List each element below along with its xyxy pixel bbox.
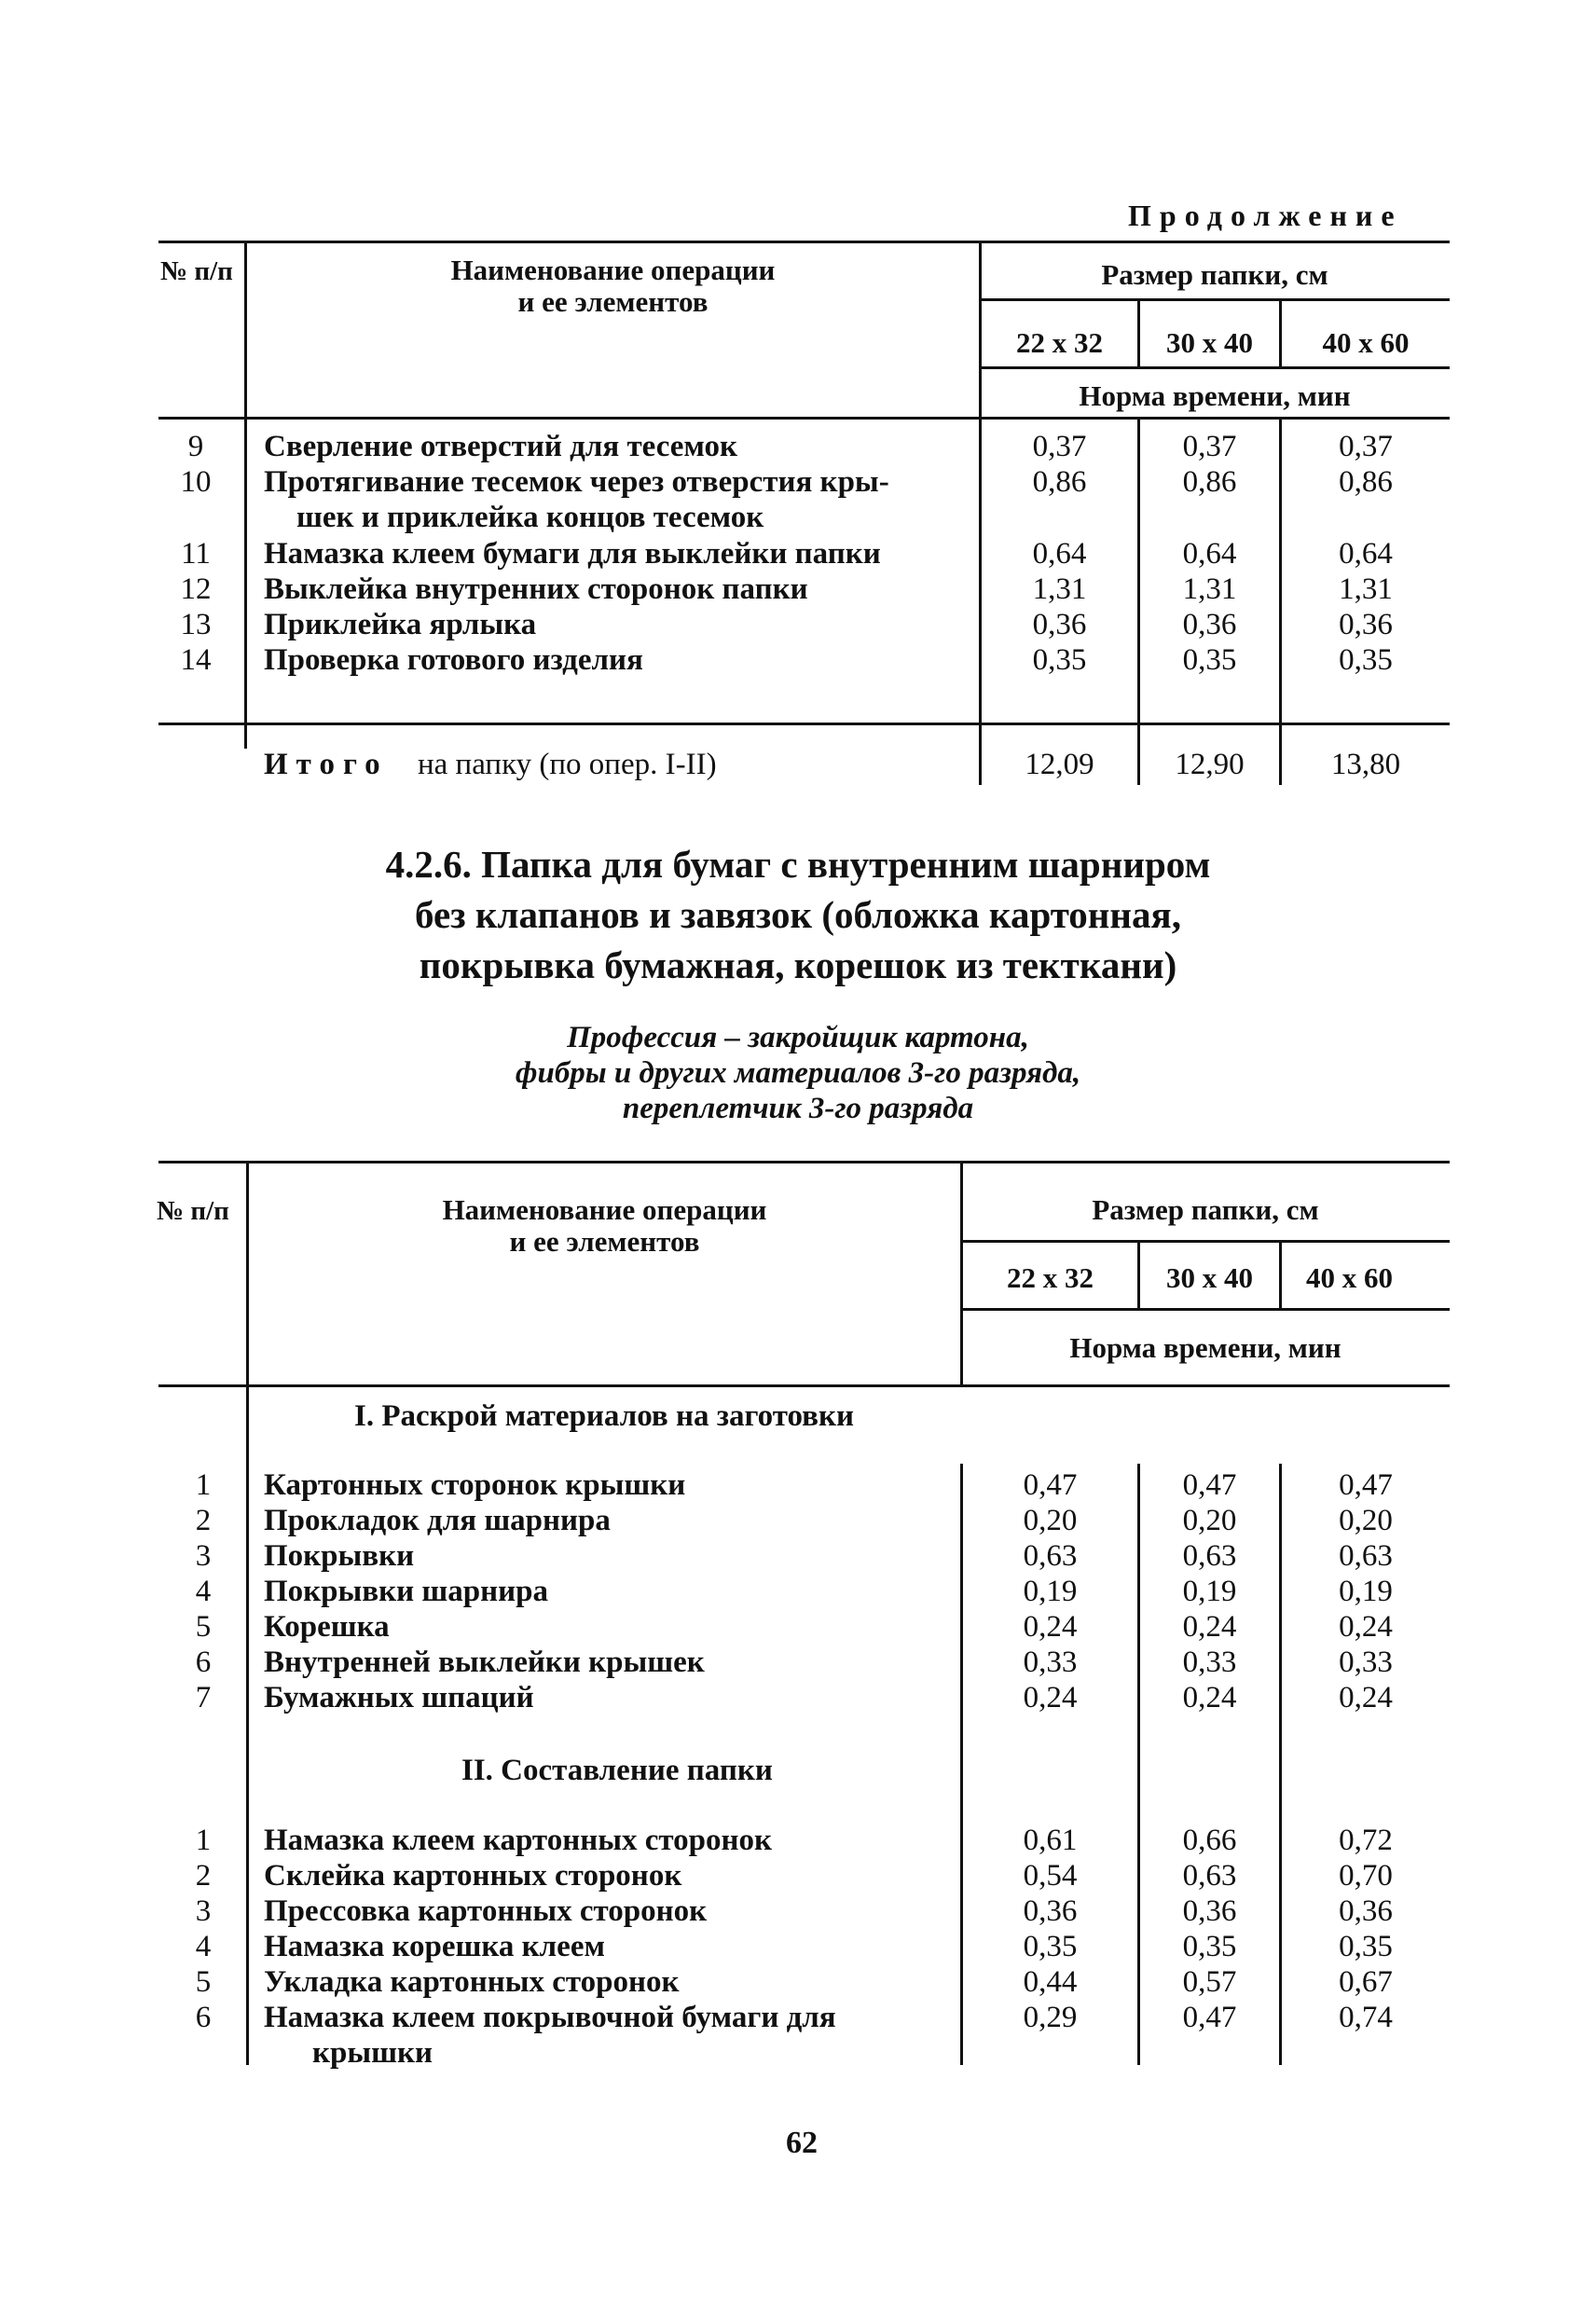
row-value: 0,33 — [1339, 1645, 1393, 1679]
row-number: 5 — [195, 1610, 212, 1644]
row-value: 0,70 — [1339, 1859, 1393, 1893]
row-value: 0,44 — [1023, 1965, 1078, 1999]
total-label-desc: на папку (по опер. I-II) — [418, 748, 717, 781]
row-operation: Внутренней выклейки крышек — [264, 1645, 705, 1679]
row-value: 1,31 — [1182, 572, 1237, 606]
section-title: 4.2.6. Папка для бумаг с внутренним шарниром — [385, 843, 1211, 886]
row-value: 0,54 — [1023, 1859, 1078, 1893]
row-operation: Намазка клеем картонных сторонок — [264, 1824, 773, 1857]
col-size-header: Размер папки, см — [1101, 258, 1328, 291]
row-value: 0,63 — [1182, 1859, 1237, 1893]
row-operation: Бумажных шпаций — [264, 1681, 534, 1714]
table-rule — [979, 366, 1450, 369]
profession-line: Профессия – закройщик картона, — [567, 1021, 1029, 1054]
row-value: 0,20 — [1182, 1504, 1237, 1537]
row-number: 3 — [195, 1539, 212, 1573]
table-rule — [158, 417, 1450, 420]
row-operation: Склейка картонных сторонок — [264, 1859, 682, 1893]
row-value: 0,33 — [1023, 1645, 1078, 1679]
norm-header: Норма времени, мин — [1079, 379, 1351, 412]
row-value: 0,35 — [1182, 1930, 1237, 1963]
row-operation: Картонных сторонок крышки — [264, 1468, 686, 1502]
row-number: 9 — [187, 430, 204, 463]
row-number: 6 — [195, 1645, 212, 1679]
row-operation: Намазка клеем бумаги для выклейки папки — [264, 537, 881, 571]
row-value: 0,86 — [1032, 465, 1087, 499]
row-number: 12 — [180, 572, 212, 606]
row-operation: Протягивание тесемок через отверстия кры- — [264, 465, 889, 499]
row-value: 0,36 — [1023, 1894, 1078, 1928]
section-title: без клапанов и завязок (обложка картонная, — [415, 893, 1181, 936]
row-value: 0,35 — [1339, 1930, 1393, 1963]
row-value: 0,24 — [1023, 1610, 1078, 1644]
row-number: 2 — [195, 1504, 212, 1537]
col-num-header: № п/п — [160, 256, 233, 286]
row-value: 0,61 — [1023, 1824, 1078, 1857]
row-value: 0,86 — [1339, 465, 1393, 499]
row-value: 0,35 — [1032, 643, 1087, 677]
row-number: 1 — [195, 1468, 212, 1502]
col-num-header: № п/п — [157, 1196, 229, 1226]
row-value: 0,19 — [1339, 1575, 1393, 1608]
row-number: 5 — [195, 1965, 212, 1999]
row-value: 0,24 — [1182, 1681, 1237, 1714]
row-value: 0,86 — [1182, 465, 1237, 499]
row-value: 0,63 — [1023, 1539, 1078, 1573]
size-header: 22 х 32 — [1016, 326, 1103, 359]
table-rule — [158, 1384, 1450, 1387]
row-number: 7 — [195, 1681, 212, 1714]
table-rule — [960, 1308, 1450, 1311]
continuation-label: Продолжение — [1128, 199, 1403, 232]
row-number: 4 — [195, 1930, 212, 1963]
col-name-header: и ее элементов — [517, 285, 709, 318]
page-number: 62 — [786, 2126, 818, 2160]
row-value: 0,24 — [1023, 1681, 1078, 1714]
total-value: 12,09 — [1025, 748, 1094, 781]
table-rule — [158, 1161, 1450, 1163]
profession-line: фибры и других материалов 3-го разряда, — [515, 1056, 1081, 1090]
row-value: 0,24 — [1339, 1681, 1393, 1714]
row-value: 1,31 — [1339, 572, 1393, 606]
row-value: 0,47 — [1182, 2001, 1237, 2034]
row-operation-cont: шек и приклейка концов тесемок — [296, 501, 764, 534]
row-number: 11 — [181, 537, 211, 571]
row-operation: Выклейка внутренних сторонок папки — [264, 572, 808, 606]
row-value: 0,37 — [1182, 430, 1237, 463]
section-title: покрывка бумажная, корешок из текткани) — [419, 943, 1177, 986]
row-operation: Приклейка ярлыка — [264, 608, 537, 641]
row-value: 0,36 — [1339, 608, 1393, 641]
row-value: 0,47 — [1023, 1468, 1078, 1502]
table-rule — [979, 298, 1450, 301]
size-header: 30 х 40 — [1166, 326, 1253, 359]
row-operation-cont: крышки — [312, 2036, 433, 2070]
row-operation: Прокладок для шарнира — [264, 1504, 611, 1537]
size-header: 40 х 60 — [1306, 1261, 1393, 1294]
row-value: 0,36 — [1339, 1894, 1393, 1928]
table-rule — [158, 241, 1450, 243]
total-value: 13,80 — [1330, 748, 1401, 781]
size-header: 22 х 32 — [1007, 1261, 1094, 1294]
row-value: 0,35 — [1182, 643, 1237, 677]
group-heading: I. Раскрой материалов на заготовки — [354, 1399, 855, 1433]
row-value: 0,63 — [1182, 1539, 1237, 1573]
row-value: 0,36 — [1182, 608, 1237, 641]
row-value: 0,35 — [1339, 643, 1393, 677]
row-operation: Намазка корешка клеем — [264, 1930, 605, 1963]
total-value: 12,90 — [1175, 748, 1245, 781]
total-label: Итого — [264, 748, 389, 781]
row-number: 14 — [180, 643, 212, 677]
row-number: 10 — [180, 465, 212, 499]
table-rule — [246, 1161, 249, 2065]
row-value: 0,63 — [1339, 1539, 1393, 1573]
row-value: 0,66 — [1182, 1824, 1237, 1857]
col-name-header: Наименование операции — [450, 254, 776, 286]
row-operation: Укладка картонных сторонок — [264, 1965, 680, 1999]
row-operation: Корешка — [264, 1610, 390, 1644]
row-value: 0,20 — [1339, 1504, 1393, 1537]
col-name-header: и ее элементов — [509, 1225, 700, 1258]
row-value: 0,67 — [1339, 1965, 1393, 1999]
row-operation: Покрывки шарнира — [264, 1575, 548, 1608]
row-number: 2 — [195, 1859, 212, 1893]
row-value: 0,20 — [1023, 1504, 1078, 1537]
row-value: 0,24 — [1182, 1610, 1237, 1644]
size-header: 40 х 60 — [1322, 326, 1410, 359]
row-operation: Сверление отверстий для тесемок — [264, 430, 737, 463]
group-heading: II. Составление папки — [461, 1754, 773, 1787]
table-rule — [960, 1240, 1450, 1243]
table-rule — [158, 723, 1450, 725]
row-number: 4 — [195, 1575, 212, 1608]
row-value: 0,36 — [1182, 1894, 1237, 1928]
row-value: 0,19 — [1182, 1575, 1237, 1608]
col-size-header: Размер папки, см — [1092, 1193, 1319, 1226]
row-number: 6 — [195, 2001, 212, 2034]
profession-line: переплетчик 3-го разряда — [622, 1092, 974, 1125]
row-value: 0,64 — [1032, 537, 1087, 571]
row-operation: Проверка готового изделия — [264, 643, 643, 677]
row-value: 1,31 — [1032, 572, 1087, 606]
row-number: 1 — [195, 1824, 212, 1857]
row-number: 3 — [195, 1894, 212, 1928]
row-operation: Намазка клеем покрывочной бумаги для — [264, 2001, 836, 2034]
row-value: 0,19 — [1023, 1575, 1078, 1608]
row-value: 0,64 — [1339, 537, 1393, 571]
row-value: 0,37 — [1339, 430, 1393, 463]
row-value: 0,24 — [1339, 1610, 1393, 1644]
row-operation: Покрывки — [264, 1539, 415, 1573]
row-value: 0,47 — [1339, 1468, 1393, 1502]
size-header: 30 х 40 — [1166, 1261, 1253, 1294]
col-name-header: Наименование операции — [442, 1193, 767, 1226]
row-operation: Прессовка картонных сторонок — [264, 1894, 708, 1928]
row-value: 0,33 — [1182, 1645, 1237, 1679]
row-value: 0,47 — [1182, 1468, 1237, 1502]
row-value: 0,36 — [1032, 608, 1087, 641]
row-value: 0,74 — [1339, 2001, 1393, 2034]
row-value: 0,57 — [1182, 1965, 1237, 1999]
row-value: 0,64 — [1182, 537, 1237, 571]
row-value: 0,29 — [1023, 2001, 1078, 2034]
row-value: 0,37 — [1032, 430, 1087, 463]
row-value: 0,35 — [1023, 1930, 1078, 1963]
row-value: 0,72 — [1339, 1824, 1393, 1857]
row-number: 13 — [180, 608, 212, 641]
norm-header: Норма времени, мин — [1069, 1331, 1341, 1364]
